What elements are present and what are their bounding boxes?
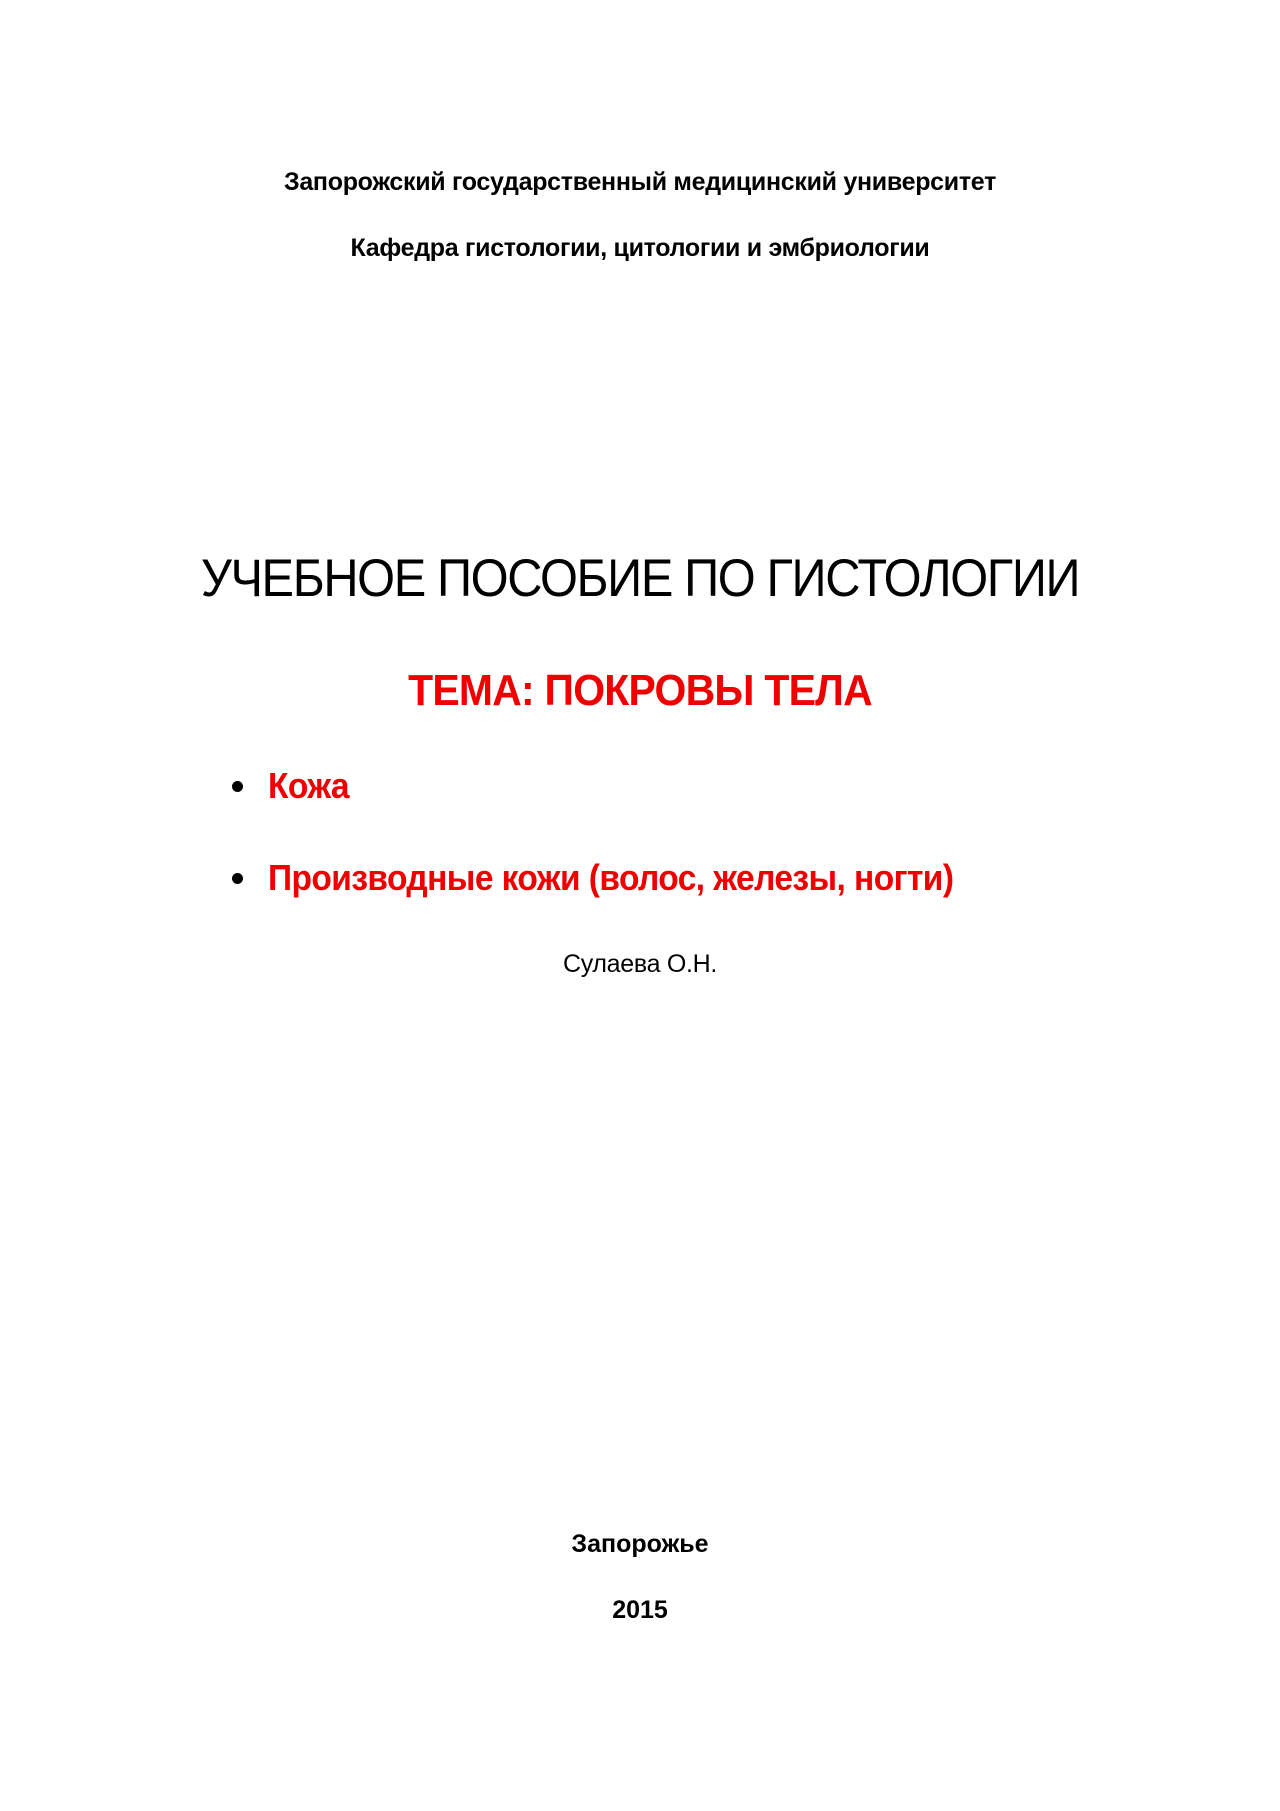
author-name: Сулаева О.Н. (562, 950, 718, 978)
list-item-label: Кожа (268, 765, 349, 806)
document-title: УЧЕБНОЕ ПОСОБИЕ ПО ГИСТОЛОГИИ (200, 549, 1080, 608)
topic-title: ТЕМА: ПОКРОВЫ ТЕЛА (408, 666, 872, 715)
publication-year: 2015 (612, 1596, 668, 1624)
bullet-icon (232, 781, 243, 792)
bullet-icon (232, 873, 243, 884)
university-name: Запорожский государственный медицинский университет (283, 168, 997, 196)
city-name: Запорожье (571, 1530, 709, 1558)
department-name: Кафедра гистологии, цитологии и эмбриологии (350, 234, 930, 262)
list-item-label: Производные кожи (волос, железы, ногти) (268, 857, 954, 898)
